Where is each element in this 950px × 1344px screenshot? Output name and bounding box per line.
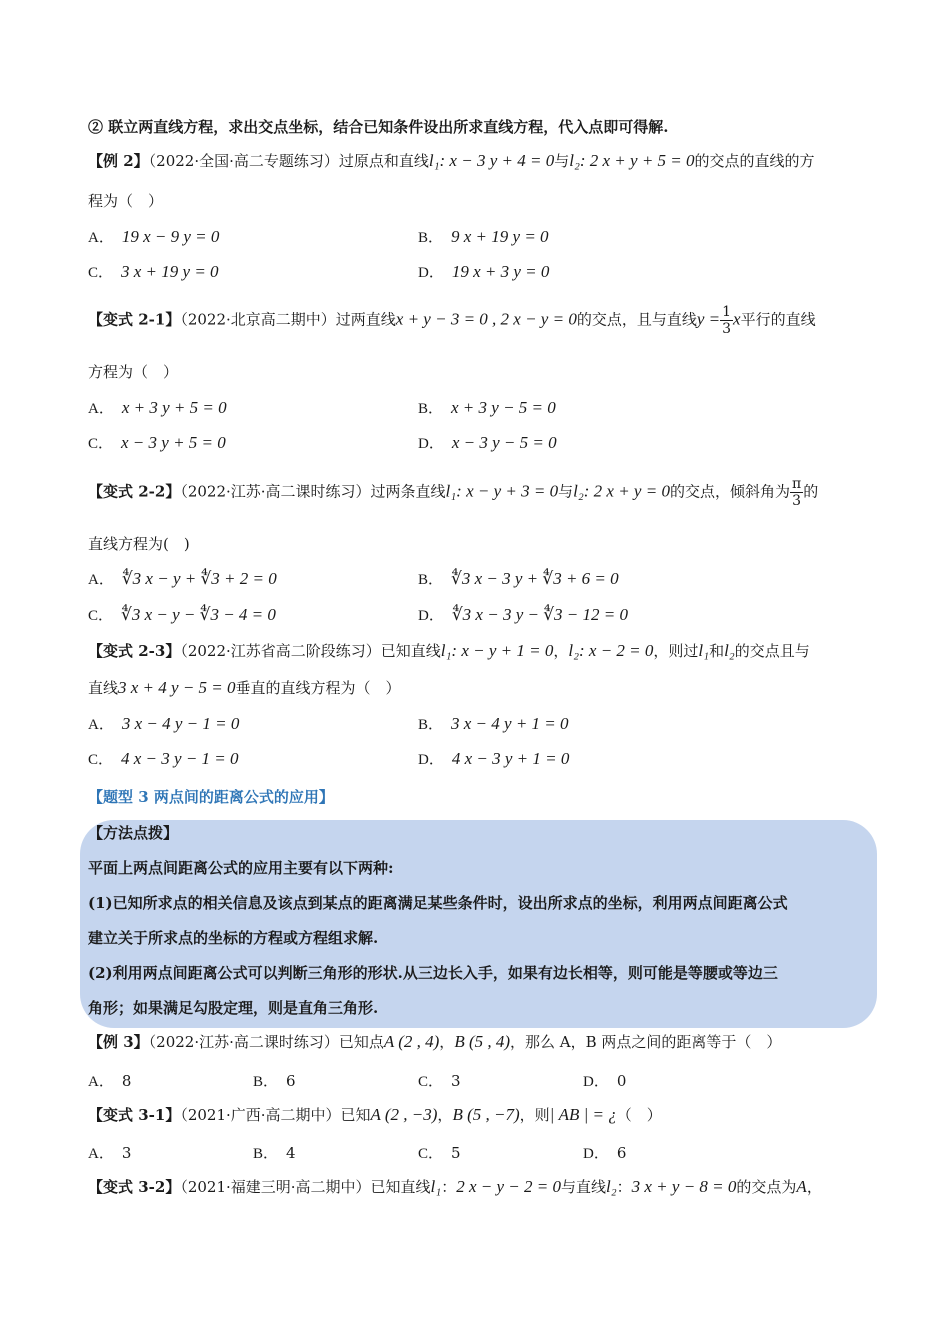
option-c[interactable] [88, 261, 219, 284]
option-c-label: C． [88, 265, 114, 281]
fraction-denominator: 3 [792, 493, 802, 509]
option-d-value: 19 x + 3 y = 0 [451, 262, 550, 281]
and-text: 和 [709, 642, 725, 660]
option-a-value: 8 [121, 1072, 132, 1090]
option-a-value: 3 [121, 1144, 132, 1162]
option-a[interactable] [88, 226, 219, 249]
option-a-label: A． [88, 717, 114, 733]
method-title: 【方法点拨】 [88, 824, 179, 842]
option-c[interactable] [88, 432, 226, 455]
method-line-2: (1)已知所求点的相关信息及该点到某点的距离满足某些条件时，设出所求点的坐标，利用两点间距离公式 [88, 894, 788, 912]
option-a[interactable] [88, 1142, 131, 1165]
fraction-one-third [720, 304, 733, 337]
option-d[interactable] [583, 1142, 626, 1165]
method-line-3: 建立关于所求点的坐标的方程或方程组求解. [88, 929, 379, 947]
example-3-tail: ，那么 A，B 两点之间的距离等于（ ） [510, 1033, 782, 1051]
l2-symbol: l₂ [724, 641, 735, 660]
method-line-4: (2)利用两点间距离公式可以判断三角形的形状.从三边长入手，如果有边长相等，则可能是等腰或等边三 [88, 964, 778, 982]
option-a[interactable] [88, 568, 277, 591]
option-c[interactable] [88, 748, 239, 771]
variant-3-1-stem [88, 1104, 662, 1126]
example-2-tail: 的交点的直线的方 [694, 152, 815, 170]
option-a-label: A． [88, 572, 114, 588]
fraction-numerator: 1 [722, 304, 732, 320]
option-d-value: ∜3 x − 3 y − ∜3 − 12 = 0 [451, 605, 628, 624]
option-d-value: 6 [616, 1144, 627, 1162]
variant-3-1-tag: 【变式 3-1】 [88, 1106, 181, 1124]
distance-ab: | AB | = ¿ [549, 1105, 617, 1124]
option-b[interactable] [253, 1070, 296, 1093]
option-b-value: 9 x + 19 y = 0 [451, 227, 549, 246]
option-c[interactable] [88, 604, 276, 627]
option-d-value: 0 [616, 1072, 627, 1090]
y-lhs: y = [696, 309, 721, 329]
variant-2-3-tag: 【变式 2-3】 [88, 642, 181, 660]
l2-symbol: l₂ [605, 1177, 617, 1196]
perpendicular-line-equation: 3 x + 4 y − 5 = 0 [118, 678, 236, 697]
option-a-value: 3 x − 4 y − 1 = 0 [121, 714, 240, 733]
line-l1-equation: l₁: x − y + 3 = 0 [445, 481, 559, 501]
option-a[interactable] [88, 1070, 131, 1093]
line-l2-equation: l₂: 2 x + y = 0 [573, 481, 670, 501]
option-a-value: x + 3 y + 5 = 0 [121, 398, 227, 417]
fraction-denominator: 3 [722, 321, 732, 337]
colon-2: ： [616, 1178, 632, 1196]
option-d[interactable] [418, 432, 557, 455]
variant-3-2-tail: 的交点为 [736, 1178, 797, 1196]
option-c[interactable] [418, 1070, 461, 1093]
example-3-stem [88, 1031, 781, 1053]
option-b[interactable] [418, 226, 549, 249]
x-variable: x [733, 309, 741, 329]
option-b[interactable] [253, 1142, 296, 1165]
option-d[interactable] [418, 748, 569, 771]
fraction-numerator: π [791, 476, 802, 492]
variant-2-1-source: （2022·北京高二期中）过两直线 [180, 310, 396, 329]
point-a-symbol: A [796, 1177, 807, 1196]
option-b-label: B． [253, 1074, 279, 1090]
option-d-label: D． [418, 436, 444, 452]
variant-2-3-stem [88, 640, 810, 662]
variant-2-1-tail: 平行的直线 [740, 310, 816, 329]
option-d-label: D． [418, 608, 444, 624]
connector-text: 与直线 [560, 1178, 606, 1196]
option-a-value: 19 x − 9 y = 0 [121, 227, 220, 246]
option-d[interactable] [583, 1070, 626, 1093]
option-b[interactable] [418, 568, 619, 591]
connector-text: ，则 [519, 1106, 550, 1124]
example-2-stem [88, 150, 815, 172]
variant-2-1-stem-cont: 方程为（ ） [88, 363, 179, 381]
option-d[interactable] [418, 261, 549, 284]
option-a[interactable] [88, 713, 239, 736]
option-c-label: C． [418, 1146, 444, 1162]
option-c-value: ∜3 x − y − ∜3 − 4 = 0 [121, 605, 276, 624]
option-c-label: C． [88, 436, 114, 452]
option-b-value: 4 [286, 1144, 296, 1162]
fraction-pi-third [790, 476, 803, 509]
example-2-tag: 【例 2】 [88, 152, 149, 170]
variant-2-2-stem-cont: 直线方程为( ) [88, 535, 190, 553]
separator: ， [439, 1033, 455, 1051]
example-3-tag: 【例 3】 [88, 1033, 149, 1051]
option-c-value: 3 x + 19 y = 0 [121, 262, 219, 281]
option-d[interactable] [418, 604, 628, 627]
option-b-value: 6 [286, 1072, 296, 1090]
variant-3-1-tail: （ ） [616, 1106, 662, 1124]
variant-3-1-source: （2021·广西·高二期中）已知 [180, 1106, 371, 1124]
option-c-label: C． [88, 608, 114, 624]
option-c-value: 3 [451, 1072, 461, 1090]
point-b: B (5 , −7) [452, 1105, 520, 1124]
option-b-value: ∜3 x − 3 y + ∜3 + 6 = 0 [451, 569, 619, 588]
option-b-label: B． [253, 1146, 279, 1162]
option-c-value: 5 [451, 1144, 461, 1162]
option-b-value: 3 x − 4 y + 1 = 0 [451, 714, 569, 733]
example-2-source: （2022·全国·高二专题练习）过原点和直线 [148, 152, 429, 170]
option-d-label: D． [418, 265, 444, 281]
point-b: B (5 , 4) [454, 1032, 511, 1051]
method-step-2: ② 联立两直线方程，求出交点坐标，结合已知条件设出所求直线方程，代入点即可得解. [88, 118, 669, 136]
option-c-label: C． [88, 752, 114, 768]
option-d-label: D． [583, 1074, 609, 1090]
l1-symbol: l₁ [698, 641, 710, 660]
option-c-value: x − 3 y + 5 = 0 [121, 433, 226, 452]
option-d-value: 4 x − 3 y + 1 = 0 [451, 749, 570, 768]
line-l1-equation: l₁: x − y + 1 = 0 [440, 641, 554, 660]
example-3-source: （2022·江苏·高二课时练习）已知点 [148, 1033, 384, 1051]
connector-text: ，则过 [653, 642, 699, 660]
option-a-label: A． [88, 1146, 114, 1162]
option-b-label: B． [418, 572, 444, 588]
option-a-value: ∜3 x − y + ∜3 + 2 = 0 [121, 569, 277, 588]
option-b-label: B． [418, 230, 444, 246]
variant-2-2-stem [88, 476, 818, 509]
example-2-stem-cont: 程为（ ） [88, 192, 164, 210]
option-d-label: D． [418, 752, 444, 768]
option-b-value: x + 3 y − 5 = 0 [451, 398, 556, 417]
variant-2-1-stem [88, 304, 816, 337]
point-a: A (2 , 4) [383, 1032, 440, 1051]
option-a-label: A． [88, 230, 114, 246]
line-l2-equation: l₂: x − 2 = 0 [568, 641, 654, 660]
connector-text: 与 [558, 482, 574, 501]
variant-3-2-tag: 【变式 3-2】 [88, 1178, 181, 1196]
option-c-label: C． [418, 1074, 444, 1090]
lines-equation: x + y − 3 = 0 , 2 x − y = 0 [395, 309, 577, 329]
point-a: A (2 , −3) [370, 1105, 438, 1124]
variant-2-2-tag: 【变式 2-2】 [88, 482, 181, 501]
option-d-value: x − 3 y − 5 = 0 [451, 433, 557, 452]
method-line-1: 平面上两点间距离公式的应用主要有以下两种: [88, 859, 394, 877]
line-l1-equation: l₁: x − 3 y + 4 = 0 [428, 151, 555, 170]
option-c-value: 4 x − 3 y − 1 = 0 [121, 749, 239, 768]
option-b[interactable] [418, 713, 569, 736]
variant-2-2-source: （2022·江苏·高二课时练习）过两条直线 [180, 482, 446, 501]
variant-2-1-tag: 【变式 2-1】 [88, 310, 181, 329]
option-d-label: D． [583, 1146, 609, 1162]
separator: ， [437, 1106, 453, 1124]
l1-symbol: l₁ [430, 1177, 442, 1196]
method-line-5: 角形；如果满足勾股定理，则是直角三角形. [88, 999, 379, 1017]
line-l2-equation: l₂: 2 x + y + 5 = 0 [569, 151, 695, 170]
colon: ： [441, 1178, 457, 1196]
variant-2-3-tail: 的交点且与 [734, 642, 810, 660]
variant-3-2-source: （2021·福建三明·高二期中）已知直线 [180, 1178, 431, 1196]
line-prefix: 直线 [88, 679, 119, 697]
section-3-heading: 【题型 3 两点间的距离公式的应用】 [88, 788, 334, 806]
separator: ， [553, 642, 569, 660]
line-l2-equation: 3 x + y − 8 = 0 [631, 1177, 737, 1196]
trailing-comma: ， [806, 1178, 822, 1196]
variant-2-3-tail-2: 垂直的直线方程为（ ） [235, 679, 401, 697]
variant-2-3-stem-cont [88, 677, 401, 699]
line-l1-equation: 2 x − y − 2 = 0 [456, 1177, 561, 1196]
option-a-label: A． [88, 1074, 114, 1090]
option-b-label: B． [418, 401, 444, 417]
option-b[interactable] [418, 397, 556, 420]
option-a[interactable] [88, 397, 227, 420]
variant-3-2-stem [88, 1176, 822, 1198]
variant-2-2-tail: 的 [803, 482, 819, 501]
option-a-label: A． [88, 401, 114, 417]
variant-2-3-source: （2022·江苏省高二阶段练习）已知直线 [180, 642, 441, 660]
connector-text-2: 的交点，倾斜角为 [669, 482, 790, 501]
connector-text: 的交点，且与直线 [576, 310, 697, 329]
connector-text: 与 [554, 152, 570, 170]
option-b-label: B． [418, 717, 444, 733]
option-c[interactable] [418, 1142, 461, 1165]
